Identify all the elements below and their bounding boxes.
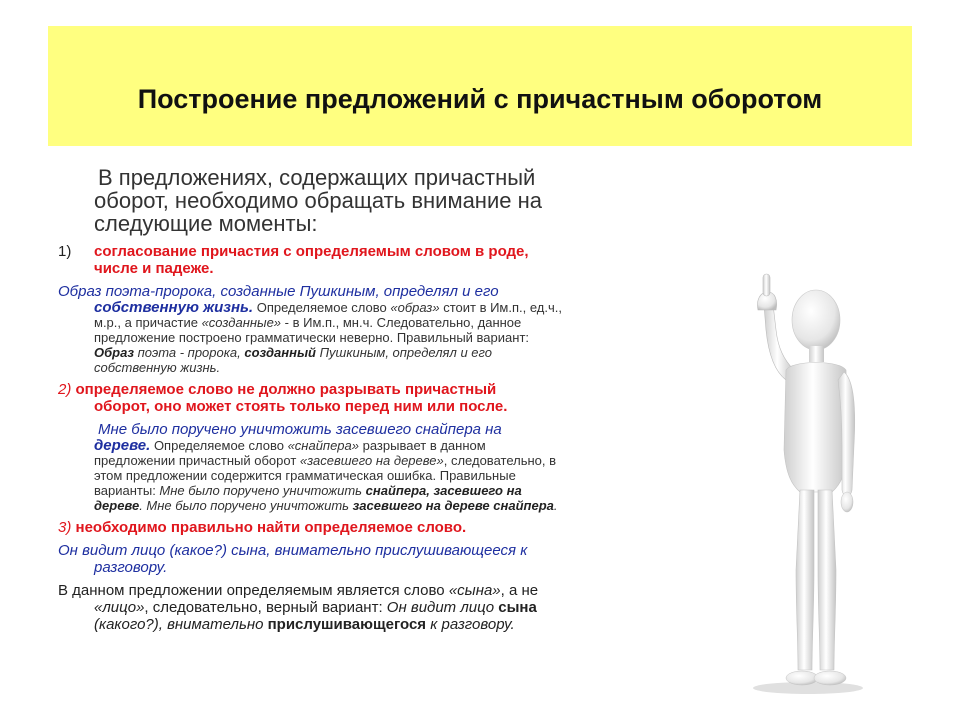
example-1-line-2 [58,300,670,315]
title-banner [48,26,912,146]
conclusion-line-2 [58,599,670,616]
example-2-line-5 [58,483,670,498]
example-1-quote: «созданные» [201,315,282,330]
example-2 [58,421,670,513]
example-1-line-3 [58,315,670,330]
example-2-line-4: этом предложении содержится грамматическая ошибка. Правильные [94,468,516,483]
example-1-sentence-end: собственную жизнь. [94,299,254,316]
example-2-text: предложении причастный оборот [94,453,300,468]
example-2-correct: . Мне было поручено уничтожить [139,498,353,513]
rule-1-number: 1) [58,243,72,260]
example-2-correct: . [553,498,558,513]
example-1-line-6: собственную жизнь. [94,360,221,375]
rule-1 [58,243,670,277]
example-3-sentence-end: разговору. [94,559,168,576]
example-1-correct-bold: созданный [244,345,316,360]
example-3 [58,542,670,576]
conclusion-quote: «лицо» [94,599,145,616]
rule-2-text-2: оборот, оно может стоять только перед ним или после. [94,398,508,415]
example-1-text: стоит в Им.п., ед.ч., [439,300,562,315]
example-1-line-4: предложение построено грамматически неверно. Правильный вариант: [94,330,530,345]
example-1-correct: Пушкиным, определял и его [316,345,493,360]
example-1-text: Определяемое слово [253,300,391,315]
person-pointing-up-illustration [728,270,878,700]
example-2-line-2 [58,438,670,453]
example-2-quote: «снайпера» [287,438,359,453]
conclusion-line-1 [58,582,670,599]
example-1-sentence: Образ поэта-пророка, созданные Пушкиным, определял и его [58,283,499,300]
conclusion [58,582,670,633]
example-1-correct-bold: Образ [94,345,134,360]
slide-title: Построение предложений с причастным оборотом [137,84,823,114]
conclusion-correct: Он видит лицо [386,599,499,616]
conclusion-quote: «сына» [448,582,501,599]
conclusion-line-3 [58,616,670,633]
rule-1-text-2: числе и падеже. [94,260,214,277]
intro-line-2: оборот, необходимо обращать внимание на [94,188,542,213]
example-2-sentence: Мне было поручено уничтожить засевшего снайпера на [98,421,502,438]
example-2-correct-bold: снайпера, засевшего на [365,483,522,498]
example-1-quote: «образ» [390,300,440,315]
example-1-correct: поэта - пророка, [133,345,245,360]
rule-2 [58,381,670,415]
intro-paragraph [58,166,670,235]
rule-1-text-1: согласование причастия с определяемым словом в роде, [94,243,529,260]
conclusion-text: , следовательно, верный вариант: [144,599,387,616]
example-3-sentence: Он видит лицо (какое?) сына, внимательно прислушивающееся к [58,542,528,559]
example-2-sentence-end: дереве. [94,437,151,454]
rule-2-text-1: определяемое слово не должно разрывать причастный [75,381,497,398]
example-2-correct-bold: дереве [94,498,140,513]
rule-2-number: 2) [58,381,72,398]
conclusion-correct: к разговору. [426,616,515,633]
example-2-correct: Мне было поручено уничтожить [159,483,366,498]
example-2-text: разрывает в данном [359,438,486,453]
conclusion-correct-bold: прислушивающегося [267,616,427,633]
example-2-quote: «засевшего на дереве» [299,453,444,468]
example-1-line-5 [58,345,670,360]
example-2-text: Определяемое слово [150,438,288,453]
example-2-line-3 [58,453,670,468]
example-2-text: варианты: [94,483,160,498]
rule-3-text: необходимо правильно найти определяемое слово. [75,519,467,536]
rule-3-number: 3) [58,519,72,536]
example-1-text: м.р., а причастие [94,315,202,330]
intro-line-3: следующие моменты: [94,211,318,236]
conclusion-correct: (какого?), внимательно [94,616,268,633]
slide-content [58,166,670,633]
example-1-text: - в Им.п., мн.ч. Следовательно, данное [281,315,522,330]
intro-line-1: В предложениях, содержащих причастный [98,165,536,190]
example-2-correct-bold: засевшего на дереве снайпера [352,498,554,513]
conclusion-text: , а не [500,582,539,599]
example-2-text: , следовательно, в [443,453,557,468]
conclusion-correct-bold: сына [498,599,537,616]
rule-3 [58,519,670,536]
conclusion-text: В данном предложении определяемым является слово [58,582,449,599]
example-1 [58,283,670,375]
example-2-line-6 [58,498,670,513]
